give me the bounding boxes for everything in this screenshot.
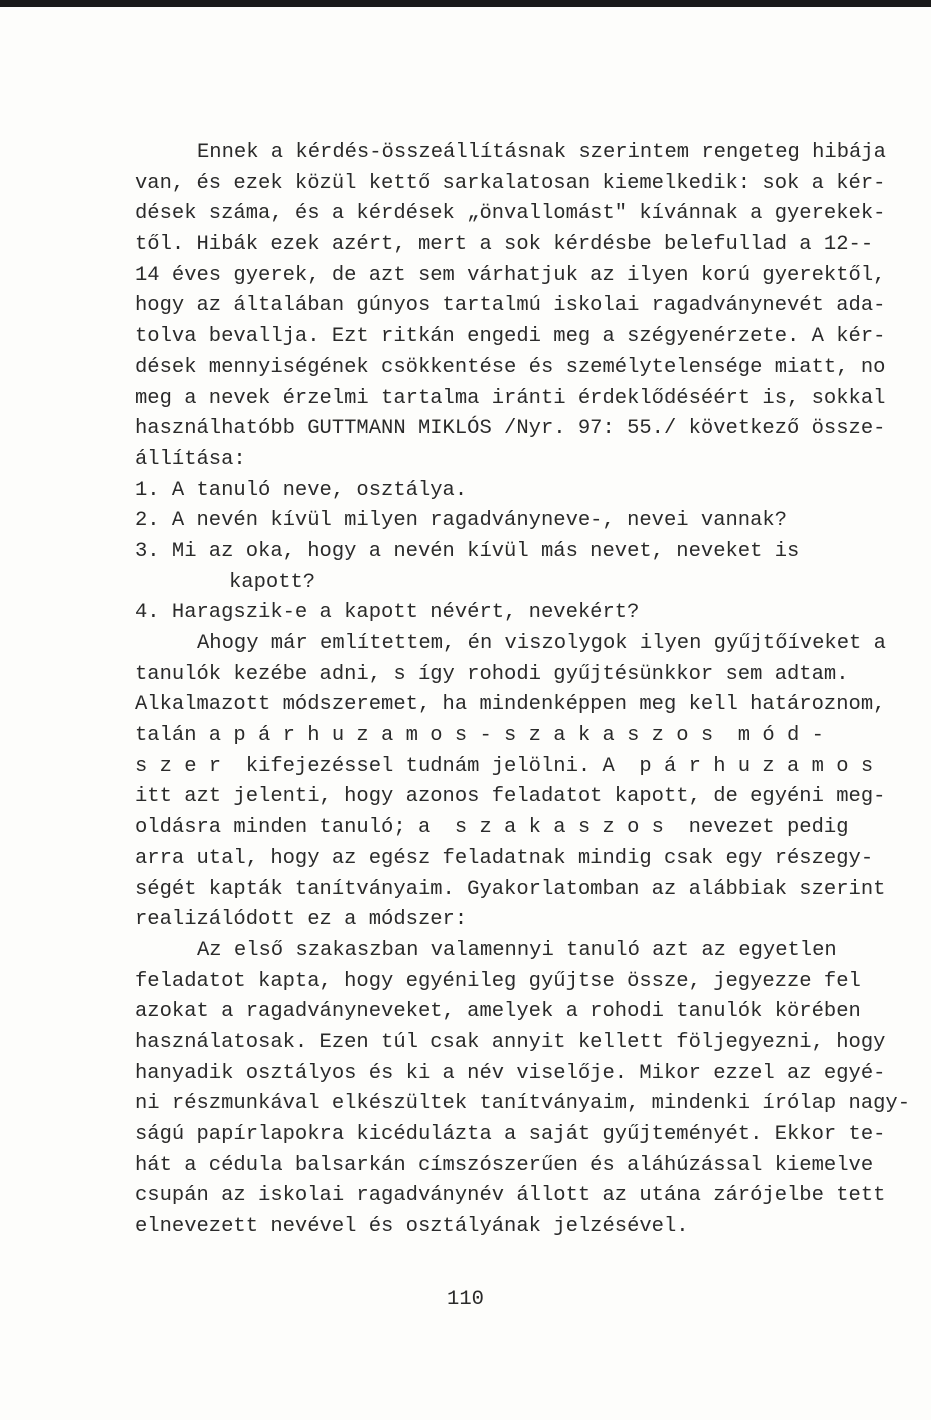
text-line: 14 éves gyerek, de azt sem várhatjuk az ilyen korú gyerektől, bbox=[135, 263, 886, 287]
text-line: Az első szakaszban valamennyi tanuló azt az egyetlen bbox=[197, 938, 837, 962]
text-line: talán a p á r h u z a m o s - s z a k a s z o s m ó d - bbox=[135, 724, 824, 748]
text-line: feladatot kapta, hogy egyénileg gyűjtse össze, jegyezze fel bbox=[135, 969, 861, 993]
text-line: s z e r kifejezéssel tudnám jelölni. A p á r h u z a m o s bbox=[135, 754, 874, 778]
text-line: dések száma, és a kérdések „önvallomást" kívánnak a gyerekek- bbox=[135, 202, 886, 226]
text-line: realizálódott ez a módszer: bbox=[135, 908, 468, 932]
paragraph-1 bbox=[135, 138, 886, 476]
text-line: Ahogy már említettem, én viszolygok ilyen gyűjtőíveket a bbox=[197, 632, 886, 655]
list-item: 1. A tanuló neve, osztálya. bbox=[135, 478, 468, 502]
text-line: hát a cédula balsarkán címszószerűen és aláhúzással kiemelve bbox=[135, 1153, 874, 1177]
text-line: meg a nevek érzelmi tartalma iránti érdeklődéséért is, sokkal bbox=[135, 386, 886, 410]
paragraph-3 bbox=[135, 936, 911, 1243]
text-line: arra utal, hogy az egész feladatnak mindig csak egy részegy- bbox=[135, 846, 874, 870]
text-line: hanyadik osztályos és ki a név viselője. Mikor ezzel az egyé- bbox=[135, 1061, 886, 1085]
text-line: től. Hibák ezek azért, mert a sok kérdésbe belefullad a 12-- bbox=[135, 233, 874, 257]
text-line: használatosak. Ezen túl csak annyit kellett följegyezni, hogy bbox=[135, 1030, 886, 1054]
text-line: van, és ezek közül kettő sarkalatosan kiemelkedik: sok a kér- bbox=[135, 171, 886, 195]
text-line: tanulók kezébe adni, s így rohodi gyűjtésünkkor sem adtam. bbox=[135, 662, 849, 686]
list-item: 3. Mi az oka, hogy a nevén kívül más nevet, neveket is bbox=[135, 539, 800, 563]
text-line: elnevezett nevével és osztályának jelzésével. bbox=[135, 1215, 689, 1239]
page-number: 110 bbox=[447, 1288, 484, 1311]
text-line: dések mennyiségének csökkentése és személytelensége miatt, no bbox=[135, 355, 886, 379]
text-line: azokat a ragadványneveket, amelyek a rohodi tanulók körében bbox=[135, 1000, 861, 1024]
text-line: tolva bevallja. Ezt ritkán engedi meg a szégyenérzete. A kér- bbox=[135, 325, 886, 349]
text-line: oldásra minden tanuló; a s z a k a s z o s nevezet pedig bbox=[135, 816, 849, 840]
text-line: Alkalmazott módszeremet, ha mindenképpen meg kell határoznom, bbox=[135, 693, 886, 717]
paragraph-2 bbox=[135, 629, 886, 936]
body-text bbox=[135, 138, 911, 1243]
text-line: használhatóbb GUTTMANN MIKLÓS /Nyr. 97: 55./ következő össze- bbox=[135, 417, 886, 441]
list-item: 2. A nevén kívül milyen ragadványneve-, nevei vannak? bbox=[135, 509, 788, 533]
text-line: itt azt jelenti, hogy azonos feladatot kapott, de egyéni meg- bbox=[135, 785, 886, 809]
text-line: állítása: bbox=[135, 447, 246, 471]
text-line: csupán az iskolai ragadványnév állott az utána zárójelbe tett bbox=[135, 1184, 886, 1208]
text-line: ságú papírlapokra kicédulázta a saját gyűjteményét. Ekkor te- bbox=[135, 1123, 886, 1146]
text-line: Ennek a kérdés-összeállításnak szerintem rengeteg hibája bbox=[197, 141, 886, 164]
list-item-continuation: kapott? bbox=[229, 570, 316, 594]
question-list bbox=[135, 476, 880, 629]
text-line: hogy az általában gúnyos tartalmú iskolai ragadványnevét ada- bbox=[135, 294, 886, 318]
text-line: ségét kapták tanítványaim. Gyakorlatomban az alábbiak szerint bbox=[135, 877, 886, 901]
text-line: ni részmunkával elkészültek tanítványaim, mindenki írólap nagy- bbox=[135, 1092, 911, 1116]
list-item: 4. Haragszik-e a kapott névért, nevekért? bbox=[135, 601, 640, 625]
